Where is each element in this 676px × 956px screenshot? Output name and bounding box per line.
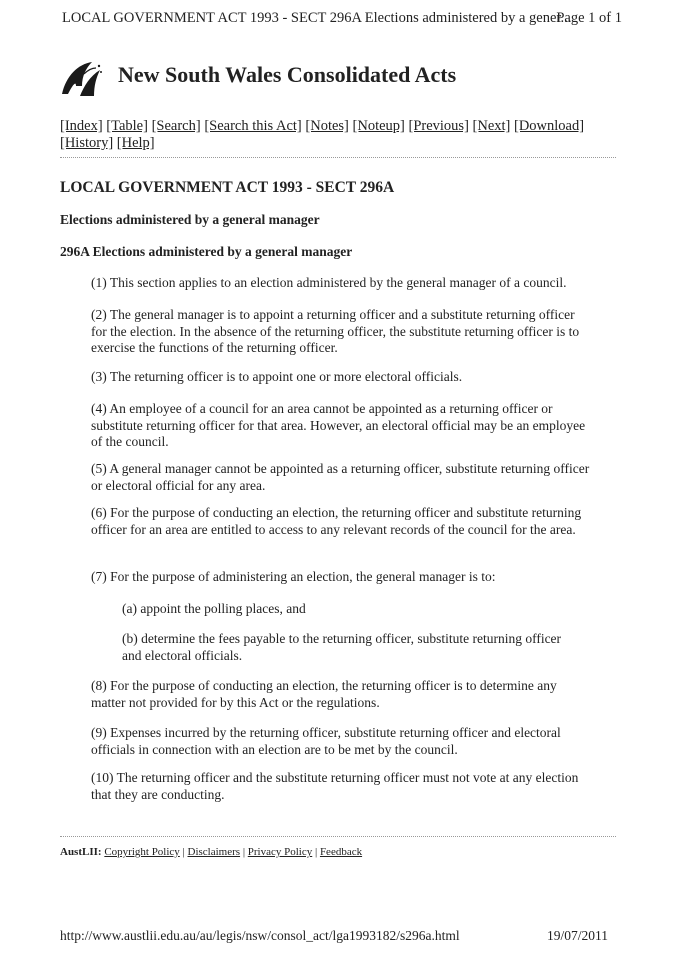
paragraph-7: (7) For the purpose of administering an election, the general manager is to: — [91, 569, 496, 584]
paragraph-7a: (a) appoint the polling places, and — [122, 601, 306, 616]
nav-help-link[interactable]: [Help] — [116, 135, 155, 151]
paragraph-5: (5) A general manager cannot be appointed as a returning officer, substitute returning officer or electoral official for any area. — [91, 461, 590, 493]
footer-separator: | — [182, 846, 185, 858]
footer-separator: | — [314, 846, 318, 858]
nav-index-link[interactable]: [Index] — [60, 118, 103, 134]
footer-bar — [60, 846, 362, 858]
nav-bar — [60, 118, 620, 152]
disclaimers-link[interactable]: Disclaimers — [187, 846, 241, 858]
nav-notes-link[interactable]: [Notes] — [305, 118, 349, 134]
paragraph-6: (6) For the purpose of conducting an election, the returning officer and substitute returning officer for an area are entitled to access to any relevant records of the council for the area. — [91, 505, 582, 537]
paragraph-9: (9) Expenses incurred by the returning officer, substitute returning officer and electoral officials in connection with an election are to be met by the council. — [91, 725, 561, 757]
footer-divider — [60, 836, 616, 837]
paragraph-7b: (b) determine the fees payable to the returning officer, substitute returning officer and electoral officials. — [122, 631, 562, 663]
page-url: http://www.austlii.edu.au/au/legis/nsw/consol_act/lga1993182/s296a.html — [60, 928, 460, 943]
paragraph-1: (1) This section applies to an election administered by the general manager of a council. — [91, 275, 567, 290]
nav-table-link[interactable]: [Table] — [106, 118, 148, 134]
nav-noteup-link[interactable]: [Noteup] — [352, 118, 405, 134]
paragraph-2: (2) The general manager is to appoint a returning officer and a substitute returning officer for the election. In the absence of the returning officer, the substitute returning officer is to exercise the functions of the returning officer. — [91, 307, 580, 355]
copyright-policy-link[interactable]: Copyright Policy — [104, 846, 180, 858]
print-header-page-number: Page 1 of 1 — [556, 10, 622, 26]
nav-next-link[interactable]: [Next] — [472, 118, 511, 134]
paragraph-3: (3) The returning officer is to appoint one or more electoral officials. — [91, 369, 463, 384]
section-heading: 296A Elections administered by a general manager — [60, 244, 353, 259]
document-title: LOCAL GOVERNMENT ACT 1993 - SECT 296A — [60, 179, 395, 196]
print-date: 19/07/2011 — [546, 928, 608, 943]
paragraph-8: (8) For the purpose of conducting an election, the returning officer is to determine any matter not provided for by this Act or the regulations. — [91, 678, 557, 710]
nav-download-link[interactable]: [Download] — [514, 118, 585, 134]
austlii-logo-icon — [56, 56, 106, 100]
paragraph-4: (4) An employee of a council for an area cannot be appointed as a returning officer or substitute returning officer for that area. However, an electoral official may be an employee of the council. — [91, 401, 586, 449]
nav-previous-link[interactable]: [Previous] — [408, 118, 469, 134]
header-divider — [60, 157, 616, 158]
footer-brand: AustLII: — [60, 846, 102, 858]
nav-search-this-act-link[interactable]: [Search this Act] — [204, 118, 302, 134]
nav-history-link[interactable]: [History] — [60, 135, 114, 151]
document-subtitle: Elections administered by a general manager — [60, 212, 320, 227]
nav-search-link[interactable]: [Search] — [151, 118, 201, 134]
footer-separator: | — [242, 846, 246, 858]
print-header-title: LOCAL GOVERNMENT ACT 1993 - SECT 296A Elections administered by a gener... — [62, 10, 572, 26]
site-title: New South Wales Consolidated Acts — [118, 62, 457, 87]
privacy-policy-link[interactable]: Privacy Policy — [247, 846, 313, 858]
feedback-link[interactable]: Feedback — [319, 846, 363, 858]
paragraph-10: (10) The returning officer and the substitute returning officer must not vote at any election that they are conducting. — [91, 770, 579, 802]
